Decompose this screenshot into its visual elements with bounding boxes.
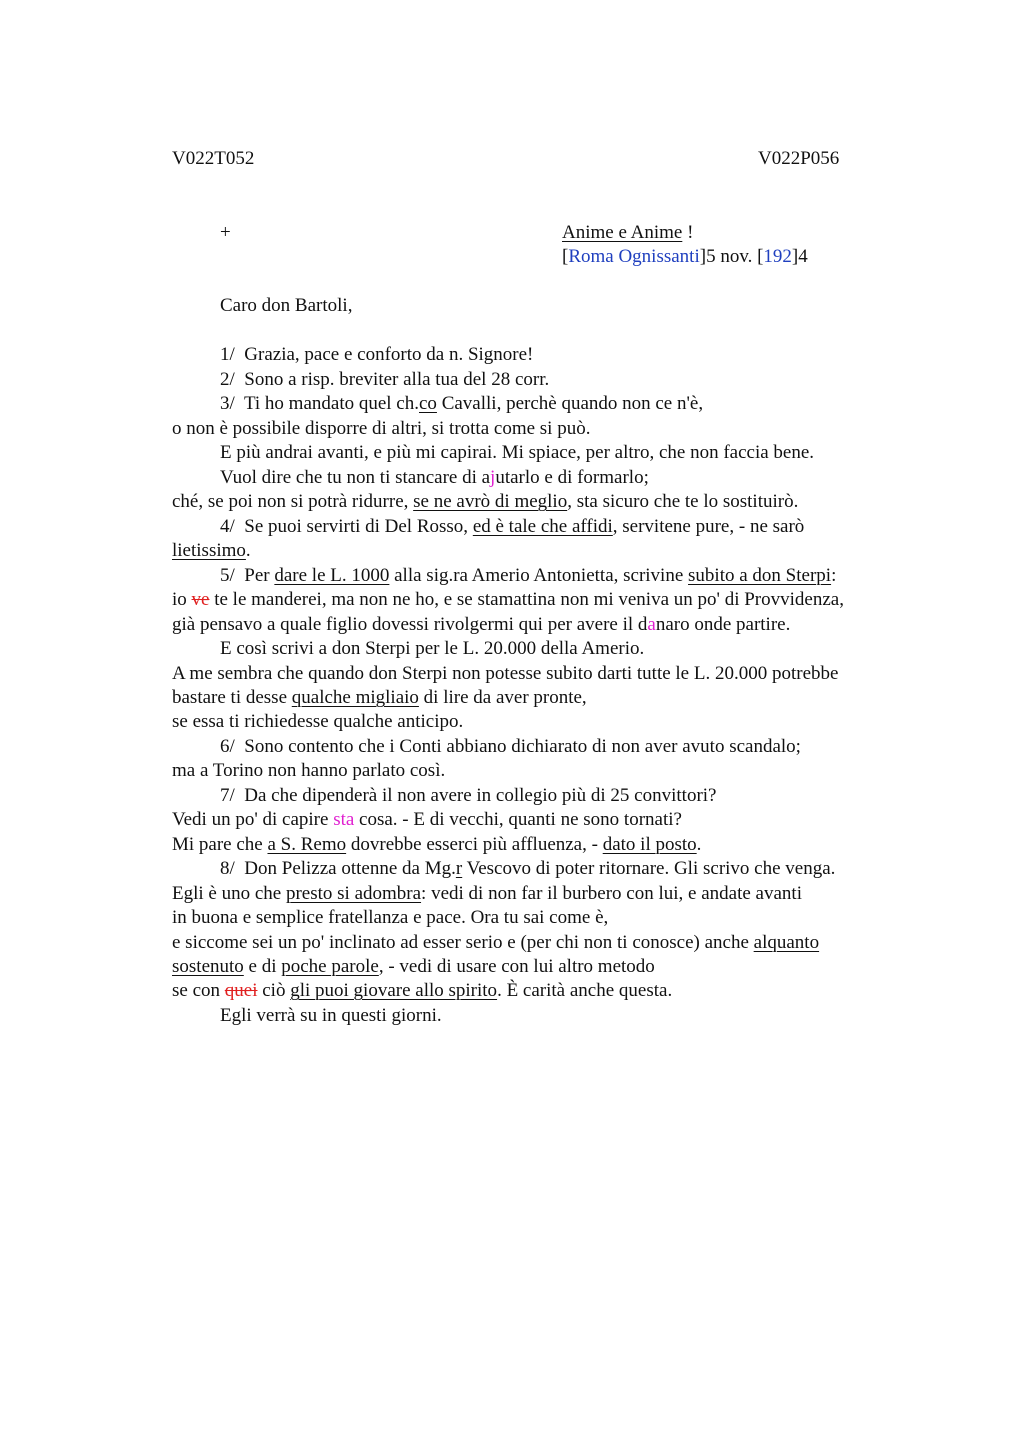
deleted-run: ve	[191, 589, 210, 610]
text-line: in buona e semplice fratellanza e pace. Ora tu sai come è,	[172, 907, 609, 928]
text-run: ciò	[257, 980, 291, 1001]
underlined-run: dato il posto	[602, 834, 697, 855]
underlined-run: a S. Remo	[267, 834, 347, 855]
document-code-right: V022P056	[758, 148, 840, 169]
text-run: .	[696, 834, 702, 855]
text-line: o non è possibile disporre di altri, si trotta come si può.	[172, 418, 591, 439]
dateline-year-end: ]4	[791, 246, 808, 267]
point-4	[220, 516, 804, 538]
underlined-run: se ne avrò di meglio	[413, 491, 568, 512]
text-run: Mi pare che	[172, 834, 268, 855]
title-punct: !	[682, 222, 694, 243]
text-line: A me sembra che quando don Sterpi non potesse subito darti tutte le L. 20.000 potrebbe	[172, 663, 839, 684]
text-run: : vedi di non far il burbero con lui, e andate avanti	[421, 883, 802, 904]
text-run: Se puoi servirti di Del Rosso,	[244, 516, 473, 537]
text-run: .	[245, 540, 251, 561]
dateline-date: ]5 nov. [	[699, 246, 764, 267]
text-line	[172, 883, 802, 905]
text-line: E così scrivi a don Sterpi per le L. 20.000 della Amerio.	[220, 638, 645, 659]
point-text: Da che dipenderà il non avere in collegio più di 25 convittori?	[244, 785, 717, 806]
text-run: Vuol dire che tu non ti stancare di a	[220, 467, 491, 488]
text-run: Cavalli, perchè quando non ce n'è,	[436, 393, 704, 414]
point-number: 3/	[220, 393, 235, 414]
text-line: se essa ti richiedesse qualche anticipo.	[172, 711, 464, 732]
text-run: Vedi un po' di capire	[172, 809, 334, 830]
cross-symbol: +	[220, 222, 231, 243]
text-line	[172, 932, 819, 954]
point-6	[220, 736, 801, 758]
text-run: , sta sicuro che te lo sostituirò.	[567, 491, 799, 512]
highlighted-run: sta	[333, 809, 355, 830]
dateline-place: Roma Ognissanti	[568, 246, 700, 267]
deleted-run: quei	[224, 980, 258, 1001]
document-code-left: V022T052	[172, 148, 255, 169]
text-run: Vescovo di poter ritornare. Gli scrivo che venga.	[462, 858, 836, 879]
underlined-run: ed è tale che affidi	[472, 516, 613, 537]
text-run: io	[172, 589, 192, 610]
title-text: Anime e Anime	[562, 222, 683, 243]
underlined-run: presto si adombra	[285, 883, 422, 904]
text-run: . È carità anche questa.	[497, 980, 673, 1001]
text-line	[172, 687, 587, 709]
text-line	[172, 614, 790, 636]
underlined-run: alquanto	[753, 932, 820, 953]
letter-title	[562, 222, 693, 244]
text-run: dovrebbe esserci più affluenza, -	[346, 834, 603, 855]
highlighted-run: a	[647, 614, 656, 635]
point-number: 5/	[220, 565, 235, 586]
text-run: naro onde partire.	[655, 614, 791, 635]
text-run: :	[831, 565, 837, 586]
text-line	[172, 589, 844, 611]
point-2	[220, 369, 549, 391]
dateline-year-part: 192	[763, 246, 792, 267]
underlined-run: co	[419, 393, 437, 414]
point-7	[220, 785, 717, 807]
point-number: 2/	[220, 369, 235, 390]
highlighted-run: j	[490, 467, 496, 488]
point-text: Sono a risp. breviter alla tua del 28 corr.	[244, 369, 550, 390]
underlined-run: subito a don Sterpi	[688, 565, 832, 586]
dateline	[562, 246, 808, 268]
text-line	[172, 834, 701, 856]
text-run: Don Pelizza ottenne da Mg.	[244, 858, 456, 879]
point-3	[220, 393, 703, 415]
point-number: 6/	[220, 736, 235, 757]
text-run: te le manderei, ma non ne ho, e se stamattina non mi veniva un po' di Provvidenza,	[209, 589, 844, 610]
dateline-bracket: [	[562, 246, 569, 267]
text-run: già pensavo a quale figlio dovessi rivolgermi qui per avere il d	[172, 614, 648, 635]
text-run: se con	[172, 980, 225, 1001]
text-line	[172, 540, 251, 562]
text-run: bastare ti desse	[172, 687, 292, 708]
point-1	[220, 344, 533, 366]
text-line	[220, 467, 649, 489]
underlined-run: poche parole	[281, 956, 379, 977]
underlined-run: lietissimo	[172, 540, 246, 561]
text-run: Per	[244, 565, 275, 586]
text-line: Egli verrà su in questi giorni.	[220, 1005, 442, 1026]
text-line	[172, 491, 798, 513]
underlined-run: sostenuto	[172, 956, 244, 977]
point-text: Grazia, pace e conforto da n. Signore!	[244, 344, 534, 365]
salutation: Caro don Bartoli,	[220, 295, 353, 316]
text-line	[172, 956, 655, 978]
underlined-run: r	[455, 858, 463, 879]
text-run: cosa. - E di vecchi, quanti ne sono tornati?	[354, 809, 682, 830]
text-run: , servitene pure, - ne sarò	[612, 516, 805, 537]
point-number: 8/	[220, 858, 235, 879]
point-number: 1/	[220, 344, 235, 365]
text-line: ma a Torino non hanno parlato così.	[172, 760, 446, 781]
text-run: Ti ho mandato quel ch.	[243, 393, 419, 414]
text-run: ché, se poi non si potrà ridurre,	[172, 491, 414, 512]
text-line	[172, 980, 672, 1002]
underlined-run: gli puoi giovare allo spirito	[290, 980, 498, 1001]
text-run: , - vedi di usare con lui altro metodo	[378, 956, 655, 977]
underlined-run: qualche migliaio	[291, 687, 419, 708]
text-run: utarlo e di formarlo;	[495, 467, 649, 488]
point-text: Sono contento che i Conti abbiano dichiarato di non aver avuto scandalo;	[244, 736, 801, 757]
text-run: e di	[243, 956, 282, 977]
underlined-run: dare le L. 1000	[274, 565, 390, 586]
text-run: Egli è uno che	[172, 883, 286, 904]
text-line: E più andrai avanti, e più mi capirai. Mi spiace, per altro, che non faccia bene.	[220, 442, 815, 463]
point-number: 4/	[220, 516, 235, 537]
text-run: di lire da aver pronte,	[418, 687, 587, 708]
point-number: 7/	[220, 785, 235, 806]
point-8	[220, 858, 835, 880]
text-line	[172, 809, 682, 831]
text-run: e siccome sei un po' inclinato ad esser serio e (per chi non ti conosce) anche	[172, 932, 754, 953]
text-run: alla sig.ra Amerio Antonietta, scrivine	[389, 565, 689, 586]
point-5	[220, 565, 836, 587]
